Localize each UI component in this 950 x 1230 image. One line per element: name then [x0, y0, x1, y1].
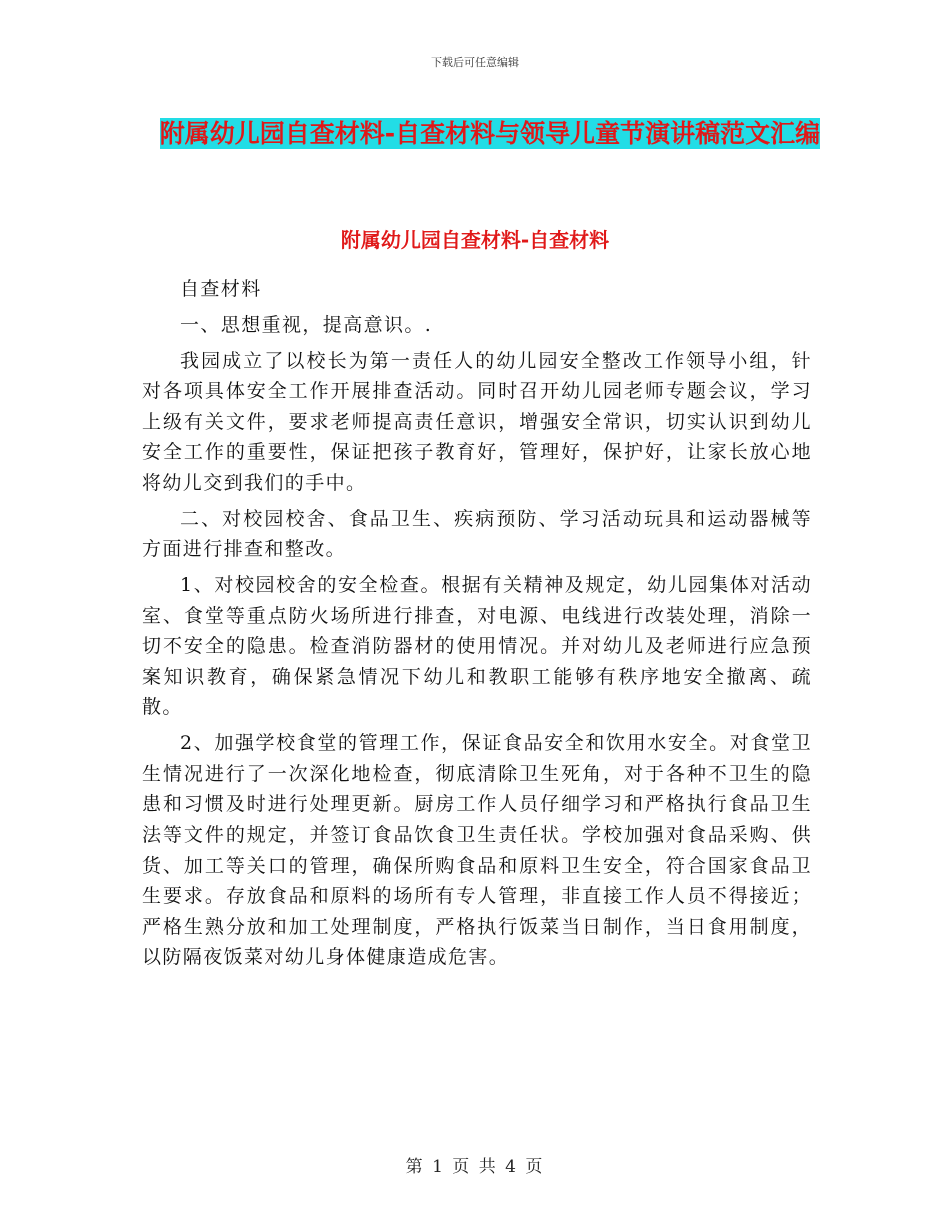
page-footer: 第 1 页 共 4 页 — [405, 1157, 545, 1177]
paragraph: 一、思想重视，提高意识。. — [180, 313, 433, 336]
paragraph: 1、对校园校舍的安全检查。根据有关精神及规定，幼儿园集体对活动室、食堂等重点防火场所进行排查，对电源、电线进行改装处理，消除一切不安全的隐患。检查消防器材的使用情况。并对幼儿及老师进行应急预案知识教育，确保紧急情况下幼儿和教职工能够有秩序地安全撤离、疏散。 — [142, 574, 812, 719]
paragraph: 二、对校园校舍、食品卫生、疾病预防、学习活动玩具和运动器械等方面进行排查和整改。 — [142, 507, 812, 561]
paragraph: 自查材料 — [180, 278, 262, 300]
section-title: 附属幼儿园自查材料-自查材料 — [340, 228, 610, 252]
document-title — [140, 112, 840, 156]
header-note: 下载后可任意编辑 — [431, 56, 519, 69]
body-text — [142, 274, 812, 978]
paragraph: 2、加强学校食堂的管理工作，保证食品安全和饮用水安全。对食堂卫生情况进行了一次深化地检查，彻底清除卫生死角，对于各种不卫生的隐患和习惯及时进行处理更新。厨房工作人员仔细学习和严格执行食品卫生法等文件的规定，并签订食品饮食卫生责任状。学校加强对食品采购、供货、加工等关口的管理，确保所购食品和原料卫生安全，符合国家食品卫生要求。存放食品和原料的场所有专人管理，非直接工作人员不得接近；严格生熟分放和加工处理制度，严格执行饭菜当日制作，当日食用制度，以防隔夜饭菜对幼儿身体健康造成危害。 — [142, 732, 812, 969]
paragraph: 我园成立了以校长为第一责任人的幼儿园安全整改工作领导小组，针对各项具体安全工作开展排查活动。同时召开幼儿园老师专题会议，学习上级有关文件，要求老师提高责任意识，增强安全常识，切实认识到幼儿安全工作的重要性，保证把孩子教育好，管理好，保护好，让家长放心地将幼儿交到我们的手中。 — [142, 349, 812, 494]
document-title-text: 附属幼儿园自查材料-自查材料与领导儿童节演讲稿范文汇编 — [159, 119, 821, 148]
